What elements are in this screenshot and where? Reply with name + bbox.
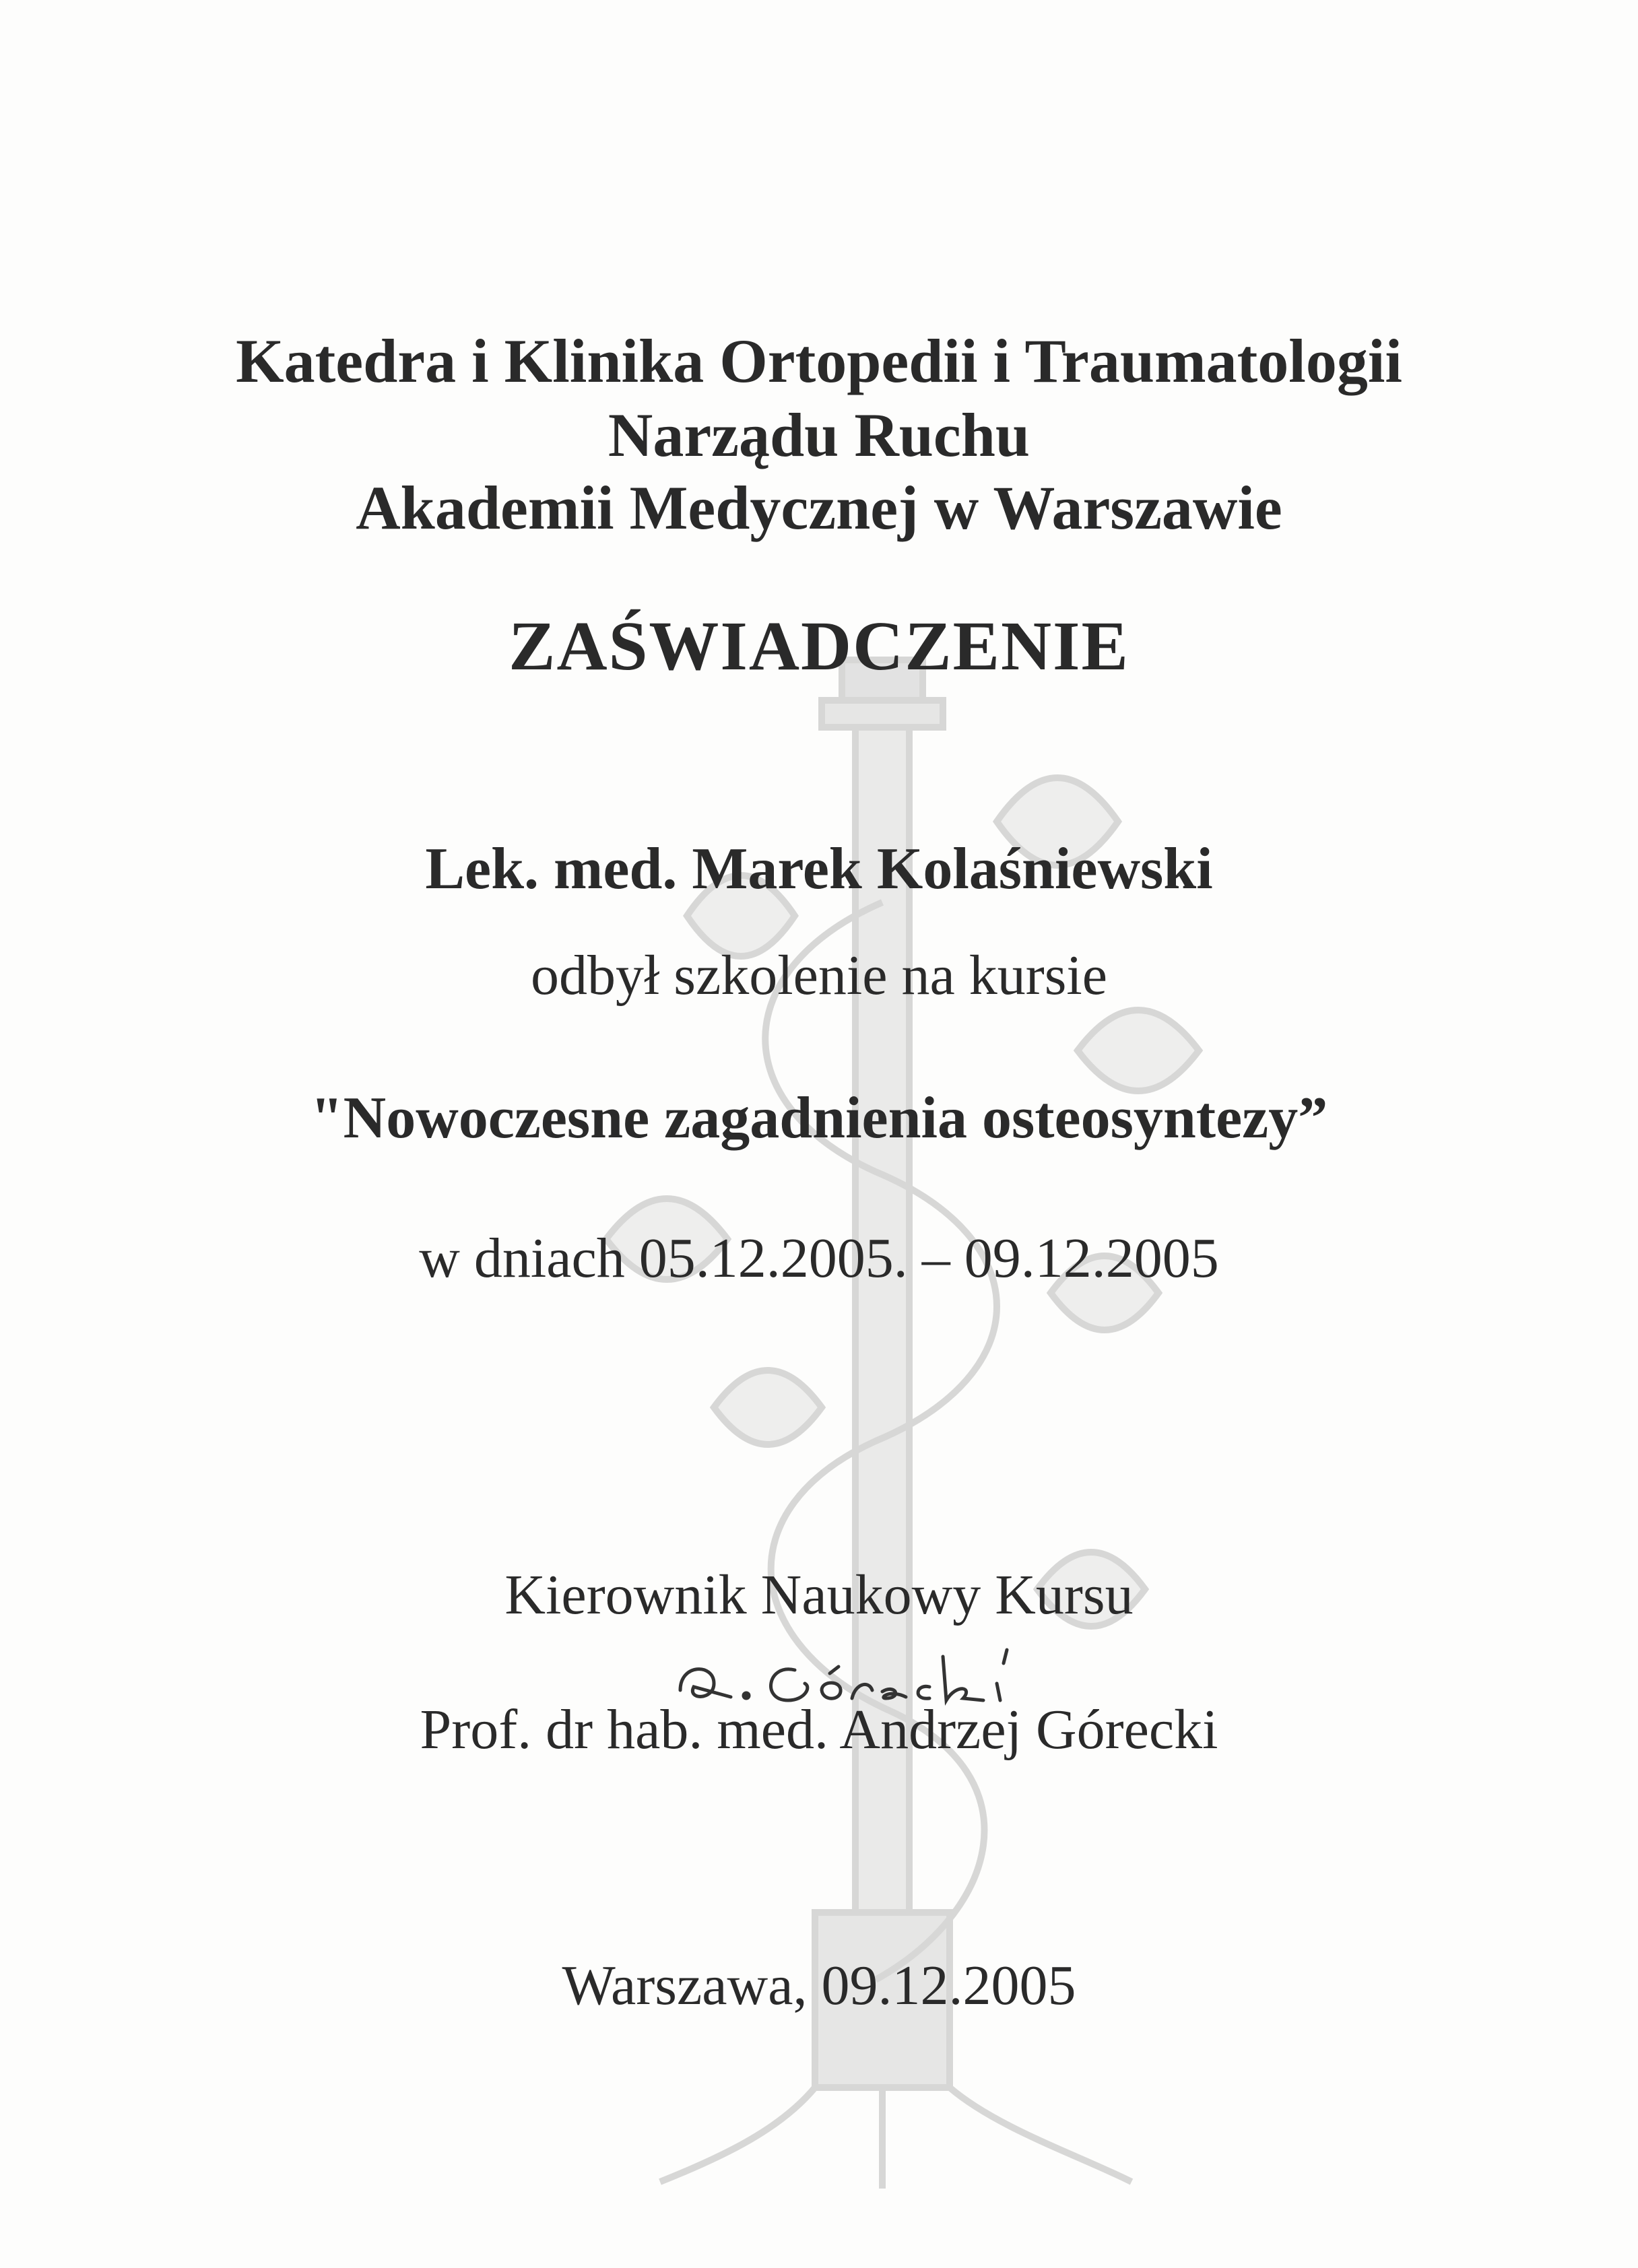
place-and-date: Warszawa, 09.12.2005 [562,1954,1076,2017]
statement-text: odbył szkolenie na kursie [530,944,1108,1007]
institution-line-1: Katedra i Klinika Ortopedii i Traumatologii [236,327,1402,395]
institution-line-3: Akademii Medycznej w Warszawie [356,473,1282,542]
course-name: "Nowoczesne zagadnienia osteosyntezy” [310,1086,1328,1151]
institution-line-2: Narządu Ruchu [608,401,1030,469]
signatory-name: Prof. dr hab. med. Andrzej Górecki [420,1698,1218,1761]
recipient-name: Lek. med. Marek Kolaśniewski [425,836,1213,902]
certificate-title: ZAŚWIADCZENIE [509,607,1129,685]
signatory-role: Kierownik Naukowy Kursu [504,1564,1134,1626]
date-range: w dniach 05.12.2005. – 09.12.2005 [419,1227,1219,1290]
